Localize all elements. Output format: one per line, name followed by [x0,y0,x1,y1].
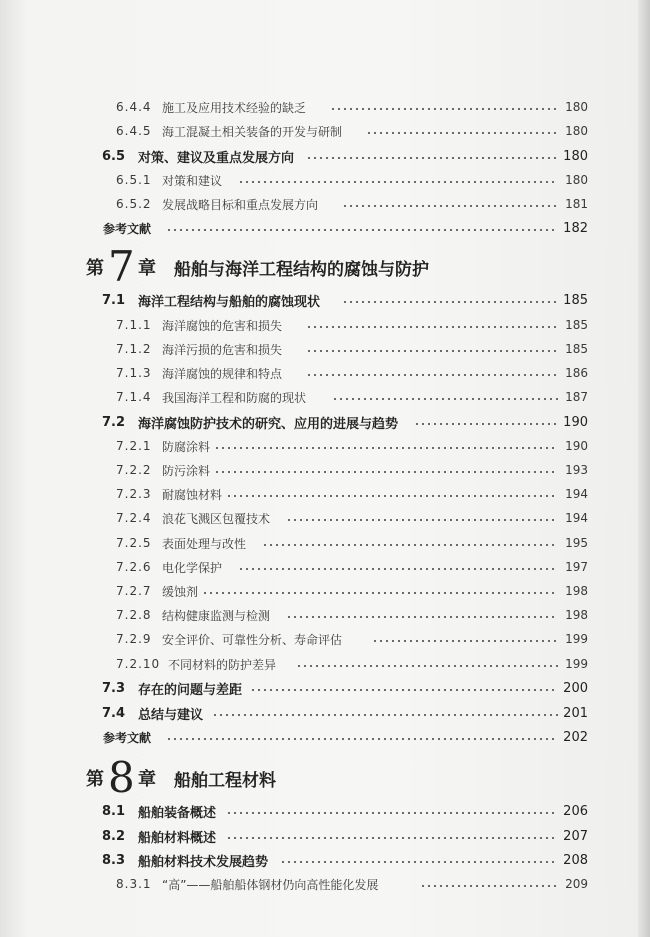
section-title: 防腐涂料 [162,439,211,454]
section-title: 对策、建议及重点发展方向 [138,150,295,166]
section-number: 7.3 [102,680,126,696]
section-number: 7.2.7 [116,584,152,598]
section-number: 7.4 [102,705,126,721]
page-number: 185 [565,342,588,356]
toc-entry[interactable] [0,850,650,870]
page-number: 187 [565,390,588,404]
section-title: 海洋工程结构与船舶的腐蚀现状 [138,294,321,310]
leader-dots [238,568,558,570]
page-number: 198 [565,584,588,598]
section-title: 船舶材料技术发展趋势 [138,854,269,870]
section-title: 电化学保护 [162,560,223,575]
page-number: 201 [563,705,588,721]
section-title: 防污涂料 [162,463,211,478]
page-edge-shadow [638,0,650,937]
toc-entry[interactable] [0,581,650,601]
section-number: 6.4.5 [116,124,152,138]
leader-dots [214,471,558,473]
page-number: 181 [565,197,588,211]
leader-dots [226,495,558,497]
page-number: 195 [565,536,588,550]
section-number: 7.2.2 [116,463,152,477]
chapter-prefix: 第 [86,769,104,790]
chapter-prefix: 第 [86,258,104,279]
chapter-title: 船舶工程材料 [174,771,276,791]
section-number: 6.5.1 [116,173,152,187]
chapter-number: 7 [108,242,135,291]
toc-entry[interactable] [0,97,650,117]
toc-entry[interactable] [0,146,650,166]
leader-dots [366,132,558,134]
section-number: 7.1.3 [116,366,152,380]
section-number: 6.4.4 [116,100,152,114]
toc-entry[interactable] [0,412,650,432]
chapter-title: 船舶与海洋工程结构的腐蚀与防护 [174,260,429,280]
section-title: 存在的问题与差距 [138,682,243,698]
toc-entry[interactable] [0,339,650,359]
toc-entry-references[interactable] [0,218,650,238]
page-number: 200 [563,680,588,696]
section-title: 耐腐蚀材料 [162,487,223,502]
chapter-number: 8 [108,753,135,802]
section-number: 8.3.1 [116,877,152,891]
section-number: 7.2.1 [116,439,152,453]
page-number: 206 [563,803,588,819]
toc-entry[interactable] [0,194,650,214]
page-number: 199 [565,657,588,671]
leader-dots [342,205,558,207]
page-number: 194 [565,511,588,525]
page-number: 208 [563,852,588,868]
chapter-8-heading[interactable] [86,753,386,802]
section-number: 7.2.4 [116,511,152,525]
section-title: 结构健康监测与检测 [162,608,271,623]
section-number: 7.2.9 [116,632,152,646]
page-number: 207 [563,828,588,844]
page-number: 185 [563,292,588,308]
section-title: 海洋腐蚀的规律和特点 [162,366,283,381]
leader-dots [166,229,558,231]
leader-dots [214,447,558,449]
section-number: 7.2.5 [116,536,152,550]
page-number: 198 [565,608,588,622]
section-title: 总结与建议 [138,707,204,723]
chapter-7-heading[interactable] [86,242,566,291]
toc-entry[interactable] [0,826,650,846]
leader-dots [306,350,558,352]
toc-entry-references[interactable] [0,727,650,747]
leader-dots [202,592,558,594]
section-title: 不同材料的防护差异 [168,657,277,672]
page-number: 185 [565,318,588,332]
toc-entry[interactable] [0,436,650,456]
references-title: 参考文献 [103,221,152,236]
leader-dots [166,738,558,740]
section-title: “高”——船舶船体钢材仍向高性能化发展 [162,877,379,892]
page-number: 199 [565,632,588,646]
page-number: 209 [565,877,588,891]
section-number: 7.2.8 [116,608,152,622]
page-number: 190 [563,414,588,430]
chapter-suffix: 章 [138,769,156,790]
section-number: 8.3 [102,852,126,868]
section-title: 缓蚀剂 [162,584,199,599]
leader-dots [306,326,558,328]
leader-dots [226,837,558,839]
section-title: 对策和建议 [162,173,223,188]
section-number: 6.5.2 [116,197,152,211]
section-number: 7.2.3 [116,487,152,501]
section-number: 7.1 [102,292,126,308]
toc-entry[interactable] [0,170,650,190]
references-title: 参考文献 [103,730,152,745]
section-number: 7.1.2 [116,342,152,356]
leader-dots [250,689,558,691]
section-title: 海洋污损的危害和损失 [162,342,283,357]
page-number: 202 [563,729,588,745]
leader-dots [306,374,558,376]
page-number: 180 [565,100,588,114]
section-title: 海洋腐蚀防护技术的研究、应用的进展与趋势 [138,416,399,432]
section-title: 浪花飞溅区包覆技术 [162,511,271,526]
section-title: 海工混凝土相关装备的开发与研制 [162,124,343,139]
toc-entry[interactable] [0,629,650,649]
leader-dots [226,812,558,814]
leader-dots [280,861,558,863]
page-number: 194 [565,487,588,501]
toc-entry[interactable] [0,654,650,674]
section-title: 船舶装备概述 [138,805,217,821]
leader-dots [286,616,558,618]
page-number: 180 [565,124,588,138]
toc-entry[interactable] [0,315,650,335]
leader-dots [296,665,558,667]
leader-dots [332,398,558,400]
section-number: 7.2.10 [116,657,161,671]
toc-entry[interactable] [0,460,650,480]
page-number: 193 [565,463,588,477]
leader-dots [212,714,558,716]
toc-entry[interactable] [0,508,650,528]
leader-dots [414,423,558,425]
page-number: 182 [563,220,588,236]
section-number: 7.2 [102,414,126,430]
page-number: 180 [565,173,588,187]
toc-entry[interactable] [0,557,650,577]
toc-entry[interactable] [0,678,650,698]
leader-dots [286,519,558,521]
toc-entry[interactable] [0,363,650,383]
toc-entry[interactable] [0,484,650,504]
page-number: 186 [565,366,588,380]
toc-entry[interactable] [0,533,650,553]
toc-entry[interactable] [0,801,650,821]
toc-entry[interactable] [0,605,650,625]
toc-entry[interactable] [0,290,650,310]
section-title: 安全评价、可靠性分析、寿命评估 [162,632,343,647]
leader-dots [262,544,558,546]
toc-entry[interactable] [0,387,650,407]
section-title: 海洋腐蚀的危害和损失 [162,318,283,333]
section-title: 船舶材料概述 [138,830,217,846]
toc-entry[interactable] [0,703,650,723]
leader-dots [372,640,558,642]
leader-dots [420,885,558,887]
section-number: 7.1.4 [116,390,152,404]
section-title: 施工及应用技术经验的缺乏 [162,100,307,115]
leader-dots [238,181,558,183]
section-title: 发展战略目标和重点发展方向 [162,197,319,212]
chapter-suffix: 章 [138,258,156,279]
page-number: 180 [563,148,588,164]
section-number: 7.2.6 [116,560,152,574]
leader-dots [306,157,558,159]
section-number: 8.1 [102,803,126,819]
page-number: 197 [565,560,588,574]
section-title: 我国海洋工程和防腐的现状 [162,390,307,405]
section-number: 7.1.1 [116,318,152,332]
toc-entry[interactable] [0,874,650,894]
section-number: 8.2 [102,828,126,844]
leader-dots [342,301,558,303]
section-number: 6.5 [102,148,126,164]
section-title: 表面处理与改性 [162,536,247,551]
toc-entry[interactable] [0,121,650,141]
leader-dots [330,108,558,110]
page-number: 190 [565,439,588,453]
